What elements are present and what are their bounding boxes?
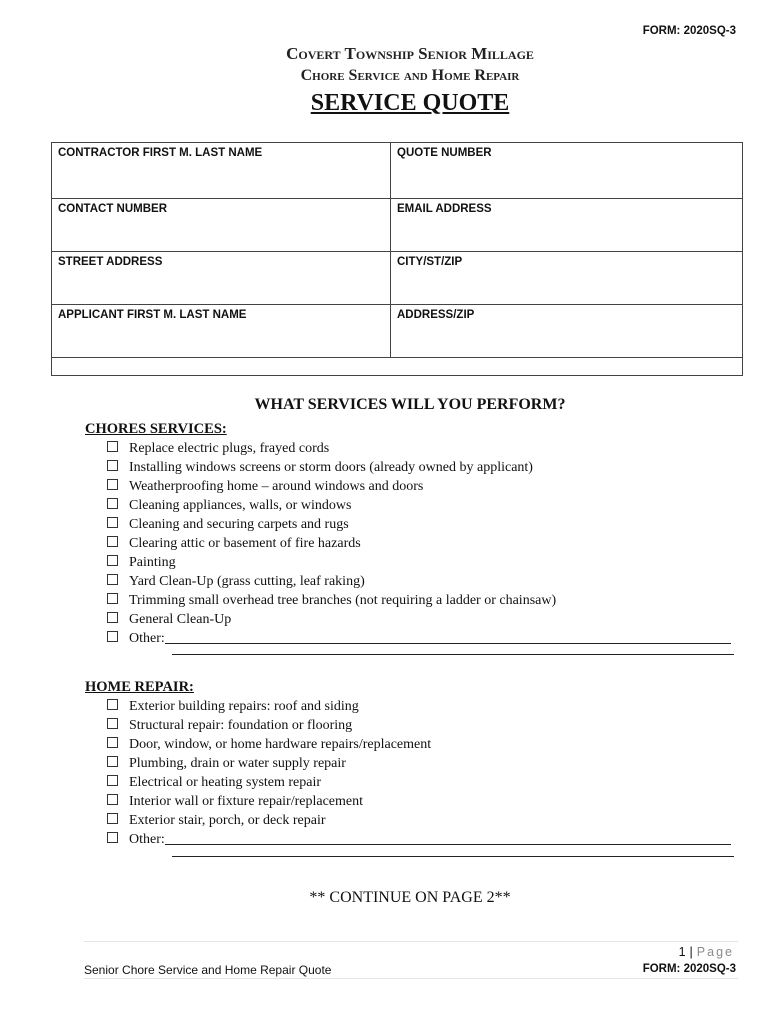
item-label: Electrical or heating system repair: [129, 775, 322, 790]
table-row: [52, 199, 743, 252]
other-continuation-line[interactable]: [172, 856, 734, 857]
field-label: ADDRESS/ZIP: [397, 309, 475, 321]
page-separator: |: [689, 945, 693, 959]
field-label: QUOTE NUMBER: [397, 147, 492, 159]
checkbox[interactable]: [107, 699, 118, 710]
footer-divider: [84, 941, 738, 942]
checkbox[interactable]: [107, 631, 118, 642]
empty-cell[interactable]: [52, 358, 743, 376]
continue-note: ** CONTINUE ON PAGE 2**: [309, 889, 511, 906]
item-label: Cleaning appliances, walls, or windows: [129, 498, 352, 513]
list-item: [107, 591, 731, 610]
list-item-other: [107, 830, 731, 849]
checkbox[interactable]: [107, 517, 118, 528]
city-st-zip-field[interactable]: [391, 252, 743, 305]
checkbox[interactable]: [107, 536, 118, 547]
item-label: Structural repair: foundation or flooring: [129, 718, 353, 733]
footer-divider-bottom: [84, 978, 738, 979]
list-item: [107, 439, 731, 458]
field-label: APPLICANT FIRST M. LAST NAME: [58, 309, 247, 321]
checkbox[interactable]: [107, 555, 118, 566]
home-repair-heading: HOME REPAIR:: [85, 679, 194, 695]
field-label: CITY/ST/ZIP: [397, 256, 463, 268]
list-item: [107, 458, 731, 477]
form-id-header: FORM: 2020SQ-3: [642, 25, 736, 37]
checkbox[interactable]: [107, 460, 118, 471]
checkbox[interactable]: [107, 593, 118, 604]
checkbox[interactable]: [107, 498, 118, 509]
other-label: Other:: [129, 631, 165, 646]
item-label: Exterior stair, porch, or deck repair: [129, 813, 326, 828]
item-label: Installing windows screens or storm doors (already owned by applicant): [129, 460, 533, 475]
footer-doc-title: Senior Chore Service and Home Repair Quote: [84, 963, 332, 977]
contractor-info-table: [51, 142, 743, 376]
checkbox[interactable]: [107, 756, 118, 767]
table-row: [52, 305, 743, 358]
title-program: Chore Service and Home Repair: [300, 67, 520, 84]
contact-number-field[interactable]: [52, 199, 391, 252]
list-item: [107, 716, 731, 735]
page-title: SERVICE QUOTE: [310, 90, 510, 116]
checkbox[interactable]: [107, 737, 118, 748]
page-number-value: 1: [678, 945, 686, 959]
item-label: Yard Clean-Up (grass cutting, leaf raking): [129, 574, 365, 589]
list-item: [107, 792, 731, 811]
item-label: Interior wall or fixture repair/replacement: [129, 794, 363, 809]
list-item: [107, 515, 731, 534]
chores-list: [107, 439, 731, 648]
list-item: [107, 697, 731, 716]
page-number: [679, 945, 734, 959]
item-label: Trimming small overhead tree branches (not requiring a ladder or chainsaw): [129, 593, 557, 608]
list-item: [107, 553, 731, 572]
field-label: STREET ADDRESS: [58, 256, 163, 268]
page-word: Page: [696, 945, 734, 959]
contractor-name-field[interactable]: [52, 143, 391, 199]
street-address-field[interactable]: [52, 252, 391, 305]
item-label: Cleaning and securing carpets and rugs: [129, 517, 349, 532]
field-label: CONTRACTOR FIRST M. LAST NAME: [58, 147, 263, 159]
checkbox[interactable]: [107, 813, 118, 824]
checkbox[interactable]: [107, 574, 118, 585]
other-continuation-line[interactable]: [172, 654, 734, 655]
item-label: Replace electric plugs, frayed cords: [129, 441, 330, 456]
applicant-address-field[interactable]: [391, 305, 743, 358]
list-item: [107, 735, 731, 754]
list-item: [107, 572, 731, 591]
list-item: [107, 534, 731, 553]
item-label: General Clean-Up: [129, 612, 232, 627]
checkbox[interactable]: [107, 479, 118, 490]
other-input-line[interactable]: [165, 830, 731, 845]
table-row-empty: [52, 358, 743, 376]
checkbox[interactable]: [107, 794, 118, 805]
title-organization: Covert Township Senior Millage: [286, 44, 534, 63]
list-item: [107, 811, 731, 830]
services-heading: WHAT SERVICES WILL YOU PERFORM?: [254, 396, 566, 413]
list-item: [107, 496, 731, 515]
other-input-line[interactable]: [165, 629, 731, 644]
footer-form-id: FORM: 2020SQ-3: [642, 963, 736, 975]
item-label: Door, window, or home hardware repairs/replacement: [129, 737, 432, 752]
item-label: Plumbing, drain or water supply repair: [129, 756, 346, 771]
list-item-other: [107, 629, 731, 648]
other-label: Other:: [129, 832, 165, 847]
item-label: Exterior building repairs: roof and siding: [129, 699, 359, 714]
list-item: [107, 773, 731, 792]
checkbox[interactable]: [107, 612, 118, 623]
list-item: [107, 754, 731, 773]
table-row: [52, 143, 743, 199]
item-label: Painting: [129, 555, 176, 570]
applicant-name-field[interactable]: [52, 305, 391, 358]
checkbox[interactable]: [107, 441, 118, 452]
email-address-field[interactable]: [391, 199, 743, 252]
checkbox[interactable]: [107, 775, 118, 786]
item-label: Weatherproofing home – around windows and doors: [129, 479, 424, 494]
field-label: EMAIL ADDRESS: [397, 203, 492, 215]
chores-heading: CHORES SERVICES:: [85, 421, 227, 437]
list-item: [107, 610, 731, 629]
field-label: CONTACT NUMBER: [58, 203, 168, 215]
checkbox[interactable]: [107, 718, 118, 729]
table-row: [52, 252, 743, 305]
checkbox[interactable]: [107, 832, 118, 843]
item-label: Clearing attic or basement of fire hazards: [129, 536, 361, 551]
home-repair-list: [107, 697, 731, 849]
quote-number-field[interactable]: [391, 143, 743, 199]
list-item: [107, 477, 731, 496]
